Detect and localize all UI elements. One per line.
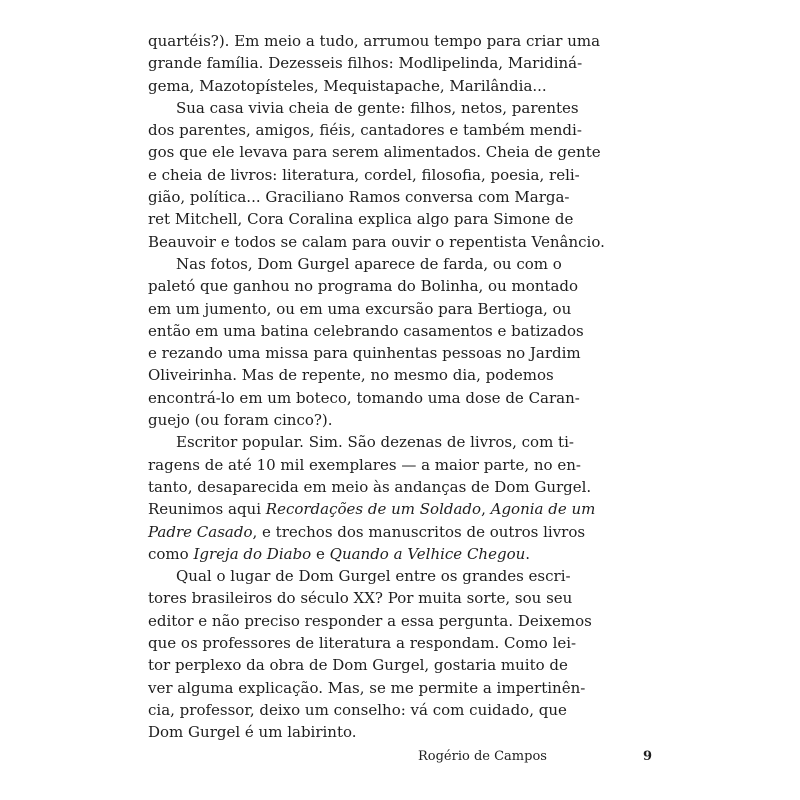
paragraph <box>148 97 605 253</box>
text-run: que os professores de literatura a respondam. Como lei- <box>148 634 577 653</box>
text-line <box>148 565 571 587</box>
body-text <box>148 30 605 744</box>
text-line <box>148 30 601 52</box>
text-line <box>148 476 592 498</box>
text-run: Dom Gurgel é um labirinto. <box>148 723 357 742</box>
text-run: Oliveirinha. Mas de repente, no mesmo dia, podemos <box>148 366 554 385</box>
italic-title: Recordações de um Soldado <box>265 500 482 519</box>
text-run: em um jumento, ou em uma excursão para Bertioga, ou <box>148 299 572 318</box>
text-run: paletó que ganhou no programa do Bolinha, ou montado <box>148 277 579 296</box>
text-run: Sua casa vivia cheia de gente: filhos, netos, parentes <box>176 98 579 117</box>
text-line <box>148 97 579 119</box>
text-run: guejo (ou foram cinco?). <box>148 411 333 430</box>
text-line <box>148 387 580 409</box>
text-line <box>148 632 577 654</box>
text-line <box>148 364 554 386</box>
text-run: e cheia de livros: literatura, cordel, filosofia, poesia, reli- <box>148 165 580 184</box>
text-line <box>148 587 573 609</box>
text-run: . <box>525 544 531 563</box>
text-run: Qual o lugar de Dom Gurgel entre os grandes escri- <box>176 567 571 586</box>
text-run: gos que ele levava para serem alimentados. Cheia de gente <box>148 143 601 162</box>
text-run: , e trechos dos manuscritos de outros livros <box>252 522 586 541</box>
page-number: 9 <box>643 749 653 764</box>
text-line <box>148 164 580 186</box>
paragraph <box>148 253 584 431</box>
text-run: e <box>311 544 330 563</box>
text-line <box>148 52 583 74</box>
text-run: ragens de até 10 mil exemplares — a maior parte, no en- <box>148 455 581 474</box>
text-line <box>148 721 524 743</box>
italic-title: Quando a Velhice Chegou <box>329 544 526 563</box>
running-footer-author: Rogério de Campos <box>418 749 547 764</box>
text-line <box>148 298 572 320</box>
text-line <box>148 431 574 453</box>
text-run: encontrá-lo em um boteco, tomando uma dose de Caran- <box>148 388 580 407</box>
italic-title: Igreja do Diabo <box>193 544 312 563</box>
text-line <box>148 454 581 476</box>
paragraph <box>148 565 592 743</box>
text-run: tor perplexo da obra de Dom Gurgel, gostaria muito de <box>148 656 568 675</box>
text-run: , <box>481 500 491 519</box>
text-run: Beauvoir e todos se calam para ouvir o repentista Venâncio. <box>148 232 605 251</box>
text-run: tanto, desaparecida em meio às andanças de Dom Gurgel. <box>148 477 592 496</box>
italic-title: Agonia de um <box>490 500 596 519</box>
text-line <box>148 521 586 543</box>
text-run: como <box>148 544 194 563</box>
text-line <box>148 699 567 721</box>
text-line <box>148 543 531 565</box>
text-run: então em uma batina celebrando casamentos e batizados <box>148 321 584 340</box>
text-run: dos parentes, amigos, fiéis, cantadores e também mendi- <box>148 121 582 140</box>
text-line <box>148 320 584 342</box>
italic-title: Padre Casado <box>148 522 253 541</box>
text-run: cia, professor, deixo um conselho: vá com cuidado, que <box>148 700 567 719</box>
text-line <box>148 654 568 676</box>
text-line <box>148 253 562 275</box>
text-run: Nas fotos, Dom Gurgel aparece de farda, ou com o <box>176 254 562 273</box>
text-run: quartéis?). Em meio a tudo, arrumou tempo para criar uma <box>148 32 601 50</box>
text-line <box>148 275 579 297</box>
text-line <box>148 208 574 230</box>
text-line <box>148 119 582 141</box>
text-line <box>148 610 592 632</box>
text-run: ver alguma explicação. Mas, se me permite a impertinên- <box>148 678 586 697</box>
text-run: Reunimos aqui <box>148 500 266 519</box>
text-line <box>148 342 581 364</box>
text-line <box>148 498 596 520</box>
text-line <box>148 141 601 163</box>
text-run: Escritor popular. Sim. São dezenas de livros, com ti- <box>176 433 574 452</box>
text-run: gião, política... Graciliano Ramos conversa com Marga- <box>148 188 570 207</box>
text-run: grande família. Dezesseis filhos: Modlipelinda, Maridiná- <box>148 54 583 73</box>
text-line <box>148 409 524 431</box>
text-line <box>148 677 586 699</box>
paragraph <box>148 30 601 97</box>
text-run: editor e não preciso responder a essa pergunta. Deixemos <box>148 611 592 630</box>
text-run: gema, Mazotopísteles, Mequistapache, Marilândia... <box>148 76 547 95</box>
text-run: e rezando uma missa para quinhentas pessoas no Jardim <box>148 344 581 363</box>
text-run: tores brasileiros do século XX? Por muita sorte, sou seu <box>148 589 573 608</box>
text-run: ret Mitchell, Cora Coralina explica algo para Simone de <box>148 210 574 229</box>
paragraph <box>148 431 596 565</box>
text-line <box>148 186 570 208</box>
text-line <box>148 75 547 97</box>
text-line <box>148 231 605 253</box>
